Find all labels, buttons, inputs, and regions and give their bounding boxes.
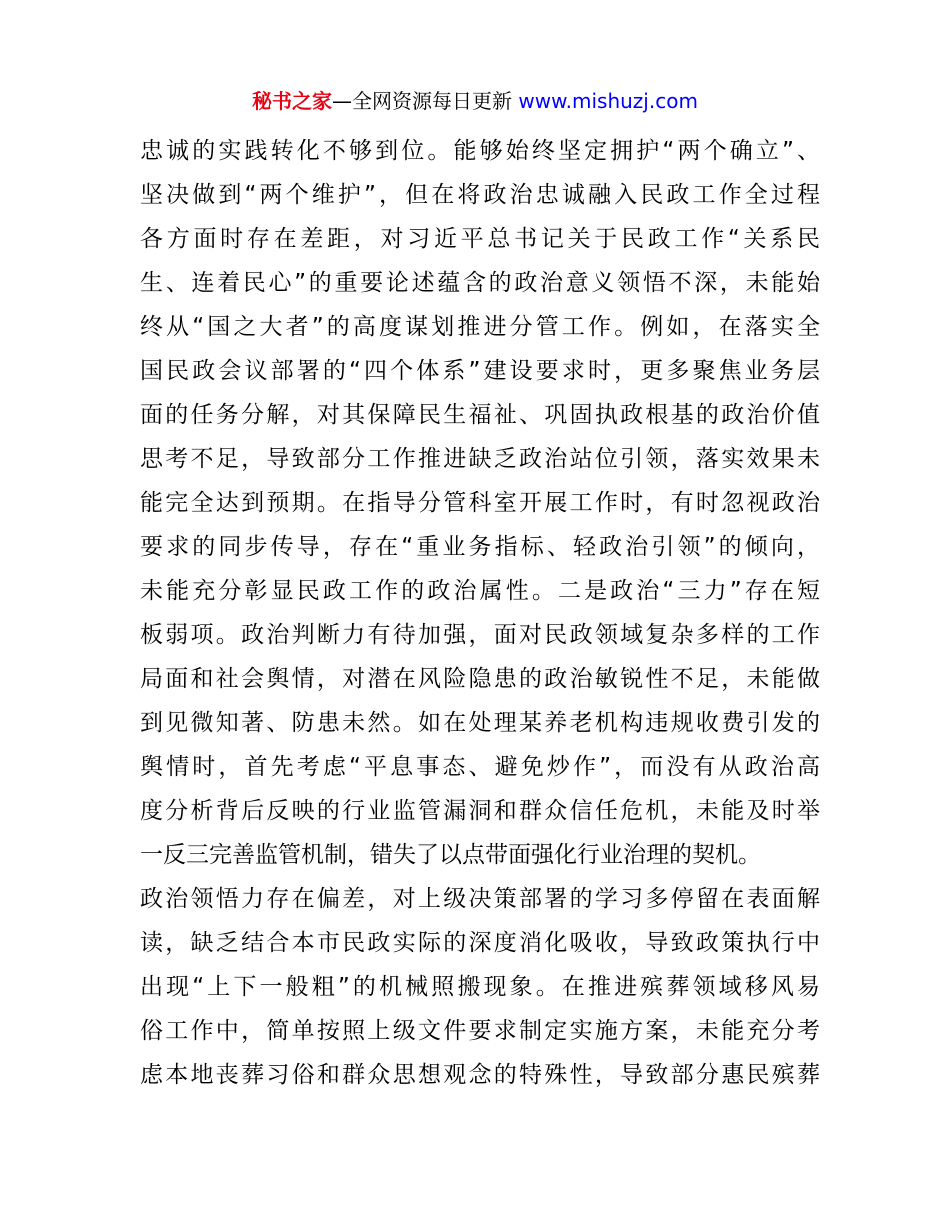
site-url-link[interactable]: www.mishuzj.com [518,89,698,113]
body-line: 政治领悟力存在偏差，对上级决策部署的学习多停留在表面解 [140,886,820,912]
body-line: 终从“国之大者”的高度谋划推进分管工作。例如，在落实全 [140,314,820,340]
body-line: 面的任务分解，对其保障民生福祉、巩固执政根基的政治价值 [140,402,820,428]
body-line: 坚决做到“两个维护”，但在将政治忠诚融入民政工作全过程 [140,182,820,208]
page-header [0,86,950,116]
body-line: 读，缺乏结合本市民政实际的深度消化吸收，导致政策执行中 [140,930,820,956]
body-line: 到见微知著、防患未然。如在处理某养老机构违规收费引发的 [140,710,820,736]
body-line: 舆情时，首先考虑“平息事态、避免炒作”，而没有从政治高 [140,754,820,780]
body-line: 度分析背后反映的行业监管漏洞和群众信任危机，未能及时举 [140,798,820,824]
body-line: 国民政会议部署的“四个体系”建设要求时，更多聚焦业务层 [140,358,820,384]
body-line: 局面和社会舆情，对潜在风险隐患的政治敏锐性不足，未能做 [140,666,820,692]
body-line: 各方面时存在差距，对习近平总书记关于民政工作“关系民 [140,226,820,252]
body-line: 未能充分彰显民政工作的政治属性。二是政治“三力”存在短 [140,578,820,604]
body-line: 要求的同步传导，存在“重业务指标、轻政治引领”的倾向， [140,534,820,560]
body-line: 虑本地丧葬习俗和群众思想观念的特殊性，导致部分惠民殡葬 [140,1062,820,1088]
body-line: 出现“上下一般粗”的机械照搬现象。在推进殡葬领域移风易 [140,974,820,1000]
body-line: 忠诚的实践转化不够到位。能够始终坚定拥护“两个确立”、 [140,138,820,164]
body-line: 板弱项。政治判断力有待加强，面对民政领域复杂多样的工作 [140,622,820,648]
body-line: 生、连着民心”的重要论述蕴含的政治意义领悟不深，未能始 [140,270,820,296]
body-line: 俗工作中，简单按照上级文件要求制定实施方案，未能充分考 [140,1018,820,1044]
document-body [140,129,820,1097]
site-tagline: —全网资源每日更新 [332,89,519,113]
body-line: 能完全达到预期。在指导分管科室开展工作时，有时忽视政治 [140,490,820,516]
body-line: 思考不足，导致部分工作推进缺乏政治站位引领，落实效果未 [140,446,820,472]
body-line: 一反三完善监管机制，错失了以点带面强化行业治理的契机。 [140,842,761,868]
site-brand: 秘书之家 [252,89,333,113]
